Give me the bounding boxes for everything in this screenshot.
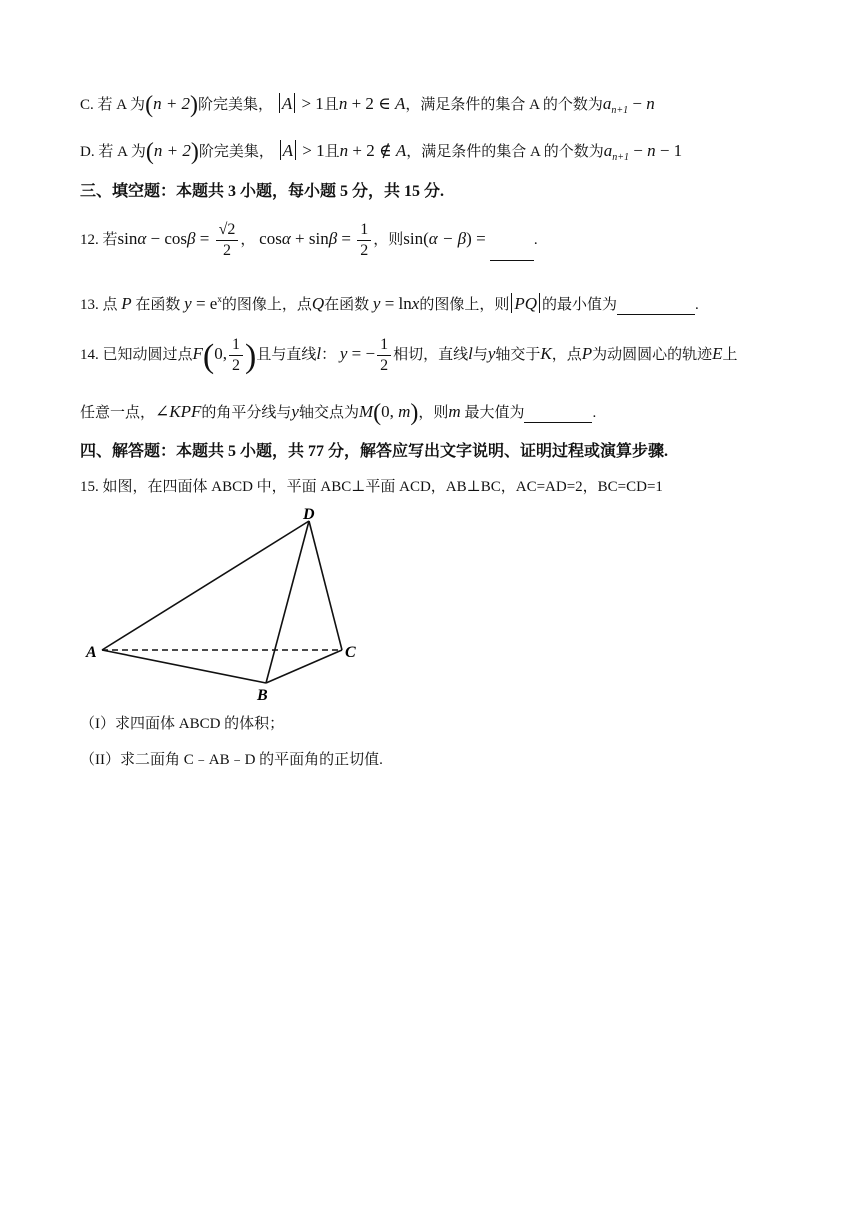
label-a: A bbox=[86, 644, 97, 661]
question-15: 15. 如图，在四面体 ABCD 中，平面 ABC⊥平面 ACD，AB⊥BC，AC=AD=2，BC=CD=1 bbox=[80, 479, 663, 495]
question-14: 14. 已知动圆过点F(0, $\frac{1}{2}$ )且与直线l： y = − $\frac{1}{2}$ 相切，直线l与y轴交于K，点P为动圆圆心的轨迹E上 bbox=[80, 336, 738, 375]
option-c-label: C. bbox=[80, 97, 94, 113]
edge-dc bbox=[309, 521, 342, 650]
section-4-title: 四、解答题：本题共 5 小题，共 77 分，解答应写出文字说明、证明过程或演算步骤. bbox=[80, 443, 669, 460]
option-c: C. 若 A 为(n + 2)阶完美集， A > 1且n + 2 ∈ A，满足条件的集合 A 的个数为$a_{n+1} - n$ bbox=[80, 92, 655, 118]
edge-ab bbox=[102, 650, 266, 683]
edge-db bbox=[266, 521, 309, 683]
question-13: 13. 点 P 在函数 $y = e^x$的图像上，点Q在函数 y = lnx的图像上，则 PQ 的最小值为 . bbox=[80, 294, 699, 313]
edge-ad bbox=[102, 521, 309, 650]
section-3-title: 三、填空题：本题共 3 小题，每小题 5 分，共 15 分. bbox=[80, 183, 445, 200]
label-c: C bbox=[345, 644, 356, 661]
tetrahedron-figure bbox=[80, 500, 380, 710]
question-15-part-1: （I）求四面体 ABCD 的体积； bbox=[80, 716, 285, 732]
question-15-part-2: （II）求二面角 C﹣AB﹣D 的平面角的正切值. bbox=[80, 752, 383, 768]
question-14-cont: 任意一点，∠KPF的角平分线与y轴交点为M(0, m)，则m 最大值为 . bbox=[80, 400, 597, 426]
option-d: D. 若 A 为(n + 2)阶完美集， A > 1且n + 2 ∉ A，满足条件的集合 A 的个数为$a_{n+1} - n - 1$ bbox=[80, 139, 683, 165]
edge-bc bbox=[266, 650, 342, 683]
label-b: B bbox=[257, 687, 268, 704]
option-d-label: D. bbox=[80, 144, 95, 160]
label-d: D bbox=[303, 506, 315, 523]
question-12: 12. 若sinα − cosβ = $\frac{√2}{2}$ ， cosα + sinβ = $\frac{1}{2}$ ，则sin(α − β) = . bbox=[80, 221, 538, 259]
